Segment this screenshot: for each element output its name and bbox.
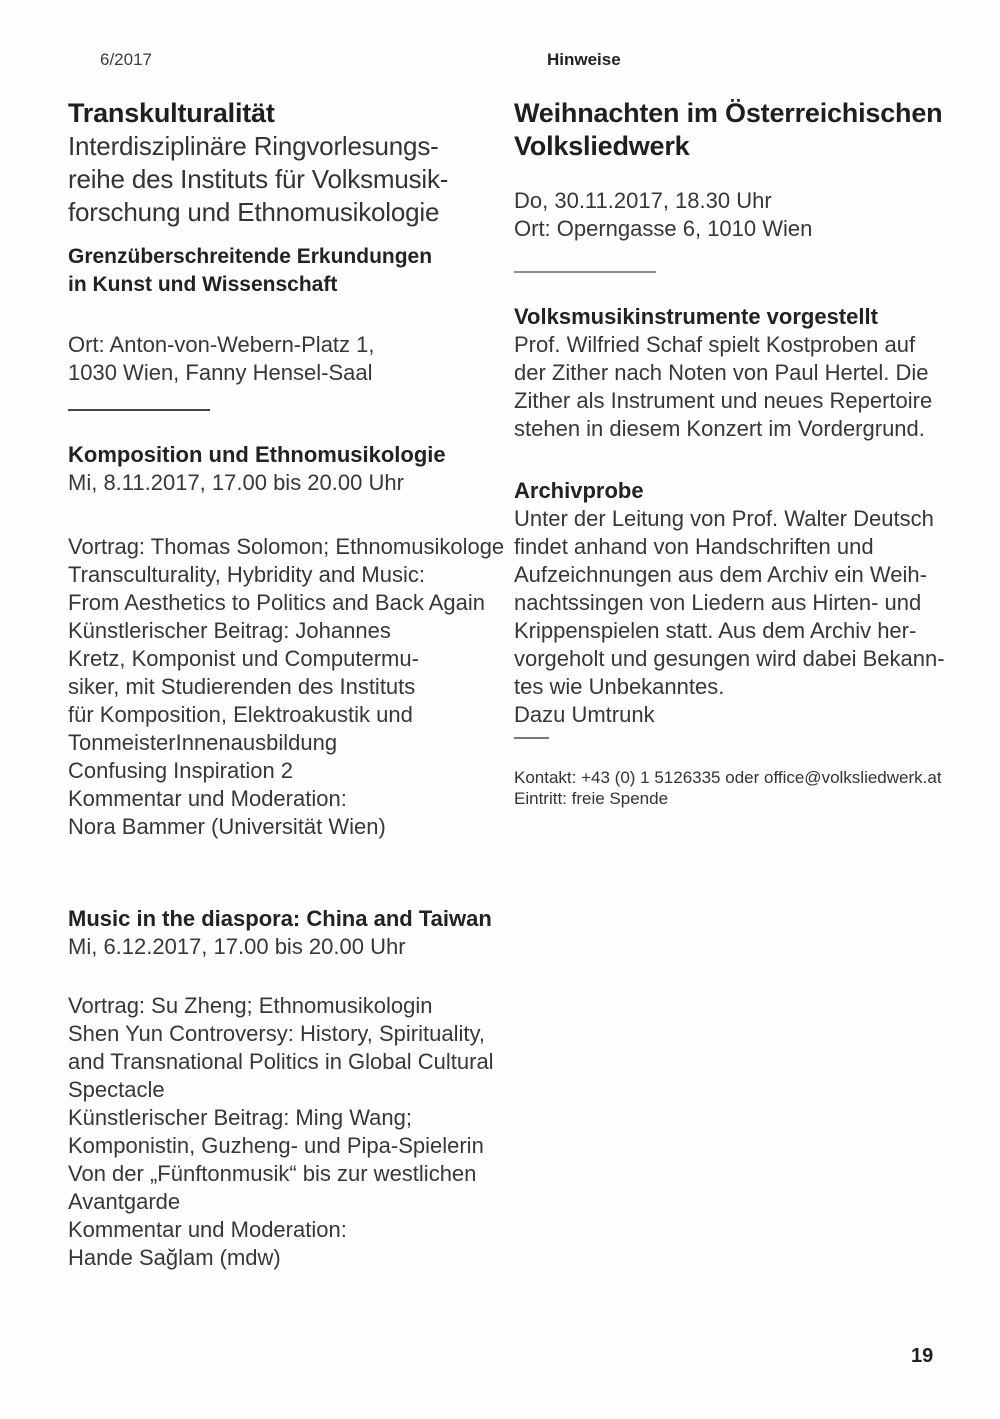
left-location	[68, 331, 500, 387]
contact-info	[514, 767, 976, 809]
section-header: Hinweise	[547, 50, 621, 69]
text-line: Do, 30.11.2017, 18.30 Uhr	[514, 188, 772, 213]
right-article-title	[514, 97, 976, 163]
text-line: vorgeholt und gesungen wird dabei Bekann-	[514, 646, 945, 671]
section-title: Archivprobe	[514, 478, 644, 503]
text-line: findet anhand von Handschriften und	[514, 534, 874, 559]
event-komposition	[68, 441, 500, 497]
text-line: siker, mit Studierenden des Instituts	[68, 674, 416, 699]
left-divider	[68, 409, 210, 411]
text-line: Avantgarde	[68, 1189, 181, 1214]
text-line: nachtssingen von Liedern aus Hirten- und	[514, 590, 922, 615]
text-line: 1030 Wien, Fanny Hensel-Saal	[68, 360, 373, 385]
event-title: Komposition und Ethnomusikologie	[68, 442, 446, 467]
right-divider	[514, 271, 656, 273]
text-line: Zither als Instrument und neues Repertoire	[514, 388, 933, 413]
text-line: Kretz, Komponist und Computermu-	[68, 646, 419, 671]
text-line: stehen in diesem Konzert im Vordergrund.	[514, 416, 925, 441]
event-diaspora-details	[68, 992, 500, 1272]
section-title: Volksmusikinstrumente vorgestellt	[514, 304, 878, 329]
right-column	[514, 97, 976, 809]
text-line: für Komposition, Elektroakustik und	[68, 702, 413, 727]
event-datetime: Mi, 8.11.2017, 17.00 bis 20.00 Uhr	[68, 470, 404, 495]
text-line: and Transnational Politics in Global Cultural	[68, 1049, 494, 1074]
text-line: Spectacle	[68, 1077, 165, 1102]
right-event-info	[514, 187, 976, 243]
text-line: Shen Yun Controversy: History, Spirituality,	[68, 1021, 485, 1046]
section-body	[514, 331, 976, 443]
text-line: Ort: Operngasse 6, 1010 Wien	[514, 216, 813, 241]
text-line: Nora Bammer (Universität Wien)	[68, 814, 386, 839]
event-komposition-details	[68, 533, 505, 841]
text-line: Interdisziplinäre Ringvorlesungs-	[68, 131, 439, 161]
text-line: From Aesthetics to Politics and Back Again	[68, 590, 485, 615]
text-line: Dazu Umtrunk	[514, 702, 655, 727]
left-article-subhead	[68, 243, 500, 299]
section-body	[514, 505, 976, 729]
page-number: 19	[911, 1345, 934, 1367]
text-line: Ort: Anton-von-Webern-Platz 1,	[68, 332, 375, 357]
text-line: Aufzeichnungen aus dem Archiv ein Weih-	[514, 562, 927, 587]
text-line: Unter der Leitung von Prof. Walter Deutsch	[514, 506, 934, 531]
event-diaspora	[68, 905, 500, 961]
text-line: Prof. Wilfried Schaf spielt Kostproben auf	[514, 332, 916, 357]
text-line: Von der „Fünftonmusik“ bis zur westlichen	[68, 1161, 477, 1186]
section-archivprobe	[514, 477, 976, 729]
text-line: tes wie Unbekanntes.	[514, 674, 725, 699]
text-line: Komponistin, Guzheng- und Pipa-Spielerin	[68, 1133, 484, 1158]
text-line: der Zither nach Noten von Paul Hertel. Die	[514, 360, 929, 385]
text-line: Kommentar und Moderation:	[68, 786, 347, 811]
text-line: forschung und Ethnomusikologie	[68, 197, 440, 227]
left-column	[68, 97, 505, 1272]
contact-divider	[514, 737, 549, 739]
text-line: Confusing Inspiration 2	[68, 758, 294, 783]
issue-label: 6/2017	[100, 50, 152, 69]
text-line: Vortrag: Su Zheng; Ethnomusikologin	[68, 993, 433, 1018]
text-line: Künstlerischer Beitrag: Ming Wang;	[68, 1105, 412, 1130]
text-line: Weihnachten im Österreichischen	[514, 98, 943, 128]
text-line: Krippenspielen statt. Aus dem Archiv her-	[514, 618, 917, 643]
text-line: Eintritt: freie Spende	[514, 789, 669, 808]
text-line: Kontakt: +43 (0) 1 5126335 oder office@volksliedwerk.at	[514, 768, 942, 787]
text-line: Grenzüberschreitende Erkundungen	[68, 245, 433, 268]
text-line: Hande Sağlam (mdw)	[68, 1245, 281, 1270]
text-line: reihe des Instituts für Volksmusik-	[68, 164, 449, 194]
text-line: Volksliedwerk	[514, 131, 690, 161]
text-line: Künstlerischer Beitrag: Johannes	[68, 618, 391, 643]
section-volksmusikinstrumente	[514, 303, 976, 443]
text-line: TonmeisterInnenausbildung	[68, 730, 338, 755]
text-line: in Kunst und Wissenschaft	[68, 273, 338, 296]
text-line: Transculturality, Hybridity and Music:	[68, 562, 425, 587]
left-article-subtitle	[68, 130, 500, 229]
text-line: Kommentar und Moderation:	[68, 1217, 347, 1242]
event-datetime: Mi, 6.12.2017, 17.00 bis 20.00 Uhr	[68, 934, 406, 959]
event-title: Music in the diaspora: China and Taiwan	[68, 906, 492, 931]
text-line: Vortrag: Thomas Solomon; Ethnomusikologe	[68, 534, 505, 559]
left-article-title: Transkulturalität	[68, 98, 275, 128]
